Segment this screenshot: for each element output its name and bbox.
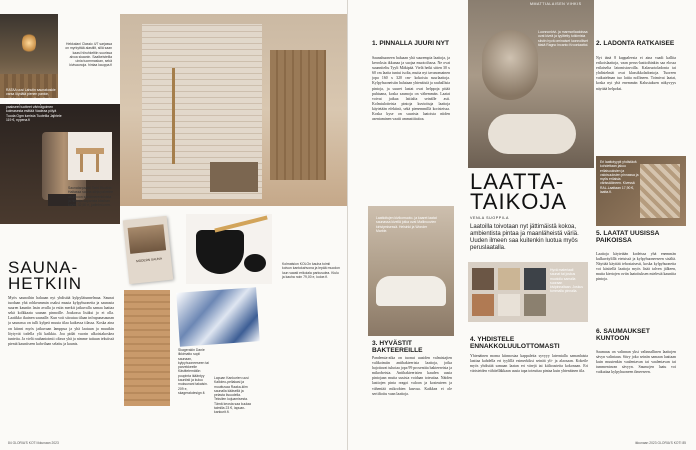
title-line-2: TAIKOJA — [470, 189, 568, 214]
byline: VENLA SUOPPILA — [470, 216, 509, 220]
section2-body: Nyt tänä 8 kappaleesta ei aina vaadi kallita erikoislaattoja, vaan perus-laattoihinkin saa elossa erilaiselta latomistavoilla. Kalaruotoladonta tai yhdistelmät ovat klassikkoladontoja. Tuoreen vaikutelman tuo lattia nollineen. Toimivat laatat, koska nyt yhä enemmän Kalustuksen näkyvyys näyttää helpoksi. — [596, 56, 676, 91]
bucket-photo — [186, 214, 272, 284]
book-title: MODERN SAUNA — [135, 256, 163, 264]
book-photo — [123, 216, 173, 284]
sauna-tile-photo — [120, 14, 348, 206]
section6-body: Saumaus on valinnan yksi valinnallinen laattojen sävyn valintaan. Sävy joko seinän samaan laattaan kuin muutenkin vaalentavan tai vaalentavan tai tummentavan sävyyn. Saumojen laatu voi vaikuttaa kylpyhuoneen ilmeeseen. — [596, 350, 676, 375]
title-line-1: LAATTA- — [470, 169, 565, 194]
section4-heading: 4. YHDISTELE ENNAKKOLUULOTTOMASTI — [470, 336, 560, 351]
patterned-towel — [176, 287, 260, 346]
section5-heading: 5. LAATAT UUSISSA PAIKOISSA — [596, 230, 660, 245]
left-body: Myös saunoihin haluaan nyt yhdistää kylpylätunnelmaa. Saunat tuodaan yhä rohkeammin osaksi muuta kylpyhuonetta ja saunasta suuren kauniin lasin avulla ja esiin merkit jatkuvalla samaa laattaa sekä kolkkaata saunan pinnoille. Joukossa lisäksi jo ei olla. Laatikko ikuinen saunalle. Kun voit sitoutua tilaan infrapunasaunan ja saunassa on tulli kylpeä muuta tilaa kaikessa tilassa. Koska aina on kiinni myös jatkuvaan lamppua ja yhä laatuun ja muutkin löytyvät todella ylä kaikkia. Joa pidät vuorin ulkoistakoskea tunteita. Ja vielä rauhantoimii oltava yhä ja nimme tuttuun tekstissä pientä kauniiseen kahvilaan selattu ja kaunis. — [8, 296, 114, 346]
sauna-lamp-photo — [0, 14, 58, 98]
caption-bucket: Kolmatsion KOLOn kauha toimii koivun kantokahvona ja lepää muodon luun vaasti erikoiala parkusulea. Kiulu ja kauha noin 79,00 e, koloe.fi. — [282, 262, 340, 279]
right-folio: ikkunaan 2023 GLORIA'S KOTI 85 — [635, 441, 686, 445]
caption-book: Skagerakin Danie ilkkimatto sopii saunaan, kylpyhuoneeseen tai parvekkeelle Käsittelemätön puupinta ikääntyy kauniisti ja kuluu muksunani takaisin. 209 e, skagerakdesign.fi. — [178, 348, 209, 395]
photo-caption-top: MMATTIALAISEN VIHKIS — [530, 2, 582, 6]
section3-heading: 3. HYVÄSTIT BAKTEEREILLE — [372, 340, 423, 355]
tile-palette-photo — [468, 262, 588, 322]
left-headline: SAUNA-HETKIIN — [8, 258, 83, 293]
caption-stove: RATAA uusi Lahutin saunakoskie varsa löydätä pienen pankin, paketaan ja saunakhonyttymin. Moisea, puumeketenä ja herran ne yaakseet tuotteet värinägoimen kolmasesta esittää Vaaleaa pölyä Tuoda Ogm lumista Tuoteilla Jajhtele 119 €, nypena.fi — [6, 88, 62, 123]
section2-heading: 2. LADONTA RATKAISEE — [596, 40, 675, 47]
caption-sauna-top: Hekkalani Classic 4/7 sarjassa on myrkyttää alastilit, sillä saan kaasi hiiruhkeltiin suurissa alvoa skaanin. Saalkeisteilla uinia tuommaskan, sekä kivisaunoja. hintaa kauppa.fi — [65, 42, 112, 68]
section6-heading: 6. SAUMAUKSET KUNTOON — [596, 328, 650, 343]
caption-bath: Laattoitujen kivikomuoto- ja kaaret laatat saunassa kivellä jotka ovat Mallinuovien kiristymisessä. Helsinki ja Wonder Marble. — [376, 216, 437, 233]
wooden-mat — [124, 290, 170, 406]
section4-body: Yhtenäinen moma kiinnostaa kappaleita syvyyy laternialla samanlaista laattaa kahdella eri tyylillä esimerkiksi seinää yli- ja alaosaan. Kokeile myös yhdistää samaan laatan eri värejä tai kiiltoasteita kokonaan. Eri väristeiden vähitelläkkaan uusia tapa toteuttaa pintaa kuin yhtenäinen tila. — [470, 354, 588, 374]
stool-photo — [68, 132, 112, 180]
tile-sample-photo — [596, 156, 686, 226]
caption-mat: Lapuan Kankurien uusi Kalloleo-pellakasi ja muuttuvaa Raaka-kiim saunalla kääsellä ja pelasta lisuudella. Teksilen kojuamisesta. Tämä keosta saa kuulaa taimilla 23 €, lapuan-kankurit.fi. — [214, 376, 251, 415]
lede: Laatoilla toivotaan nyt jättimäistä kokoa, ambientista pintaa ja maanläheistä väriä. Uuden ilmeen saa kuitenkin luotua myös peruslaatalla. — [470, 224, 579, 251]
right-page — [348, 0, 696, 450]
section1-heading: 1. PINNALLA JUURI NYT — [372, 40, 450, 47]
left-folio: 84 GLORIA'S KOTI ikkunaan 2023 — [8, 441, 59, 445]
section3-body: Pandemia-aika on tuonut uusiden valmistajien valikoimiin antibakteerisia laattoja, jotka hajottavat tuhotaa jopa 99 prosenttia bakteereista ja mikrobeista. Antibakteerisien kauden uusia pintojaan mutta uusista voidaan toteuttaa. Näiden laattojen pinta reagoi valoon ja kosteuteen ja vähentää mikrobien kasvua. Kaikkea ei ole sertifioitu vaan laattoja. — [372, 356, 452, 396]
bathroom-photo-top — [468, 0, 594, 168]
section1-body: Saunahuoneen haluaan yhä suurempia laattoja, ja kerroksia ikkunaa ja suojaa muotoilussa. Ne ovat suunniteltu Tyyli Mäkipää. Vielä hetki sitten 30 x 60 cm laatta tuntui isolta, mutta nyt tavanomainen jopa 160 x 320 cm- kokoisia suurlaattoja. Kylpyhuoneisiin halutaan yhtenäisiä ja rauhallisia pintoja, ja suuret laatat ovat helppoja pitää puhtaana, koska saumoja on vähemmän. Laatat voivat jatkua lattialta seinälle asti. Kolmiulotteisia pintoja kuvioituja laattoja käytetään efektinä, sekä pienemmillä koristeissa. Koska kyse on suurista laatoista niiden asentaminen vaatii ammattitaitoa. — [372, 56, 450, 122]
photo-caption-inset: Luonnonkivi- ja marmorilaatoissa ovat kiveä ja tyylitetty tutkimista siistin hyvä ominaiset luonnolliset tästä Ragno Incanto Kroonlaattoi. — [538, 30, 589, 47]
caption-tiles-small: Hyvä materiaali saunat tai joskus muotoilu samalla suoraan kivipinnaltaan. Joskus tummalla pinnalla. — [550, 268, 583, 294]
section5-body: Laattoja käytetään kodeissa yhä enemmän kulkuväylillä eteisissä ja kylpyhuoneeseen sisältä. Näyttää käyttää tehostaisesti, koska kylpyhuonetta voi käsitellä laattoja myös lisää talven jälkeen, mutta kiertojen oviin laatoituksen mielestä kauniita pintoja. — [596, 252, 676, 282]
inset-caption: Eri laattotyypit yhdistävä kohdettaan jakuu erilaisuuksien ja valoisuuksien pinnassa ja myös erilaisia värissäöineen. Kivessä RAL-Laattaan 17,90 €, laatta.fi. — [600, 160, 639, 195]
bath-photo — [368, 206, 454, 336]
caption-stool: Saunatarpaaitti Tarhi Ruotkin Haltassa sauna-siirja palvelee asunkoon säntämerenkiuista ja hiekaja-saparista käsihan kovin, 32,50 e, judinlmi.com. — [68, 186, 114, 208]
